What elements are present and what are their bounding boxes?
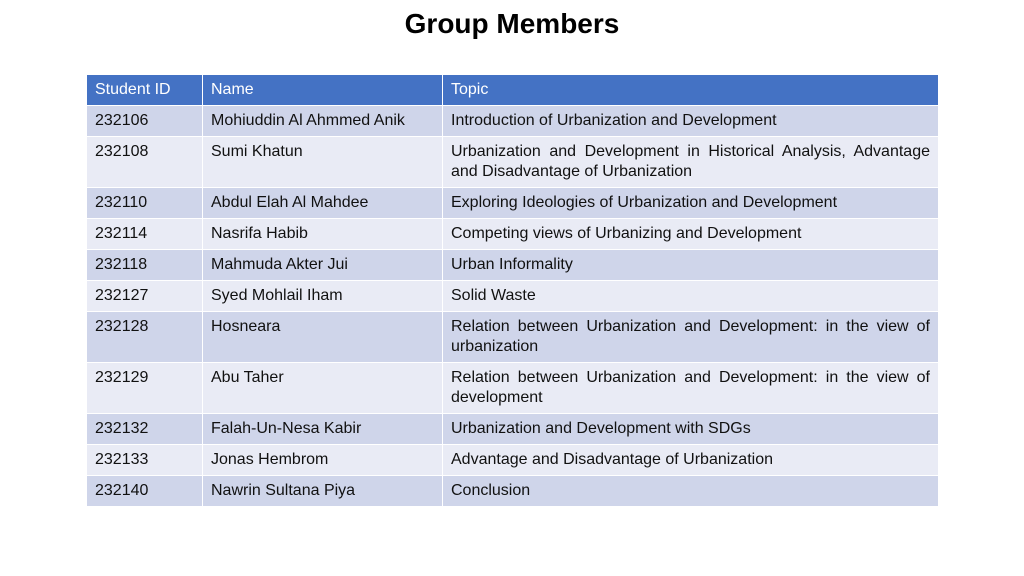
cell-topic: Urban Informality [443, 250, 939, 281]
cell-student-id: 232128 [87, 312, 203, 363]
cell-topic: Competing views of Urbanizing and Development [443, 219, 939, 250]
cell-student-id: 232108 [87, 137, 203, 188]
slide-title: Group Members [404, 8, 620, 39]
table-row [87, 250, 939, 281]
cell-name: Abdul Elah Al Mahdee [203, 188, 443, 219]
table-row [87, 281, 939, 312]
cell-student-id: 232129 [87, 363, 203, 414]
cell-student-id: 232140 [87, 476, 203, 507]
cell-name: Sumi Khatun [203, 137, 443, 188]
cell-name: Nawrin Sultana Piya [203, 476, 443, 507]
cell-topic: Conclusion [443, 476, 939, 507]
cell-student-id: 232118 [87, 250, 203, 281]
cell-topic: Solid Waste [443, 281, 939, 312]
cell-name: Syed Mohlail Iham [203, 281, 443, 312]
cell-name: Falah-Un-Nesa Kabir [203, 414, 443, 445]
table-row [87, 188, 939, 219]
table-row [87, 137, 939, 188]
cell-name: Hosneara [203, 312, 443, 363]
table-row [87, 363, 939, 414]
cell-name: Nasrifa Habib [203, 219, 443, 250]
table-row [87, 414, 939, 445]
cell-name: Jonas Hembrom [203, 445, 443, 476]
cell-name: Mahmuda Akter Jui [203, 250, 443, 281]
header-name: Name [203, 75, 443, 106]
table-row [87, 219, 939, 250]
cell-topic: Advantage and Disadvantage of Urbanization [443, 445, 939, 476]
cell-student-id: 232114 [87, 219, 203, 250]
header-topic: Topic [443, 75, 939, 106]
table-row [87, 445, 939, 476]
members-table [86, 74, 939, 507]
cell-student-id: 232106 [87, 106, 203, 137]
cell-name: Mohiuddin Al Ahmmed Anik [203, 106, 443, 137]
cell-student-id: 232133 [87, 445, 203, 476]
cell-student-id: 232127 [87, 281, 203, 312]
header-student-id: Student ID [87, 75, 203, 106]
table-row [87, 476, 939, 507]
cell-topic: Urbanization and Development with SDGs [443, 414, 939, 445]
table-row [87, 106, 939, 137]
table-row [87, 312, 939, 363]
cell-topic: Urbanization and Development in Historical Analysis, Advantage and Disadvantage of Urbanization [443, 137, 939, 188]
cell-topic: Introduction of Urbanization and Development [443, 106, 939, 137]
cell-topic: Exploring Ideologies of Urbanization and Development [443, 188, 939, 219]
cell-topic: Relation between Urbanization and Development: in the view of urbanization [443, 312, 939, 363]
cell-student-id: 232132 [87, 414, 203, 445]
cell-name: Abu Taher [203, 363, 443, 414]
cell-topic: Relation between Urbanization and Development: in the view of development [443, 363, 939, 414]
cell-student-id: 232110 [87, 188, 203, 219]
table-header-row [87, 75, 939, 106]
